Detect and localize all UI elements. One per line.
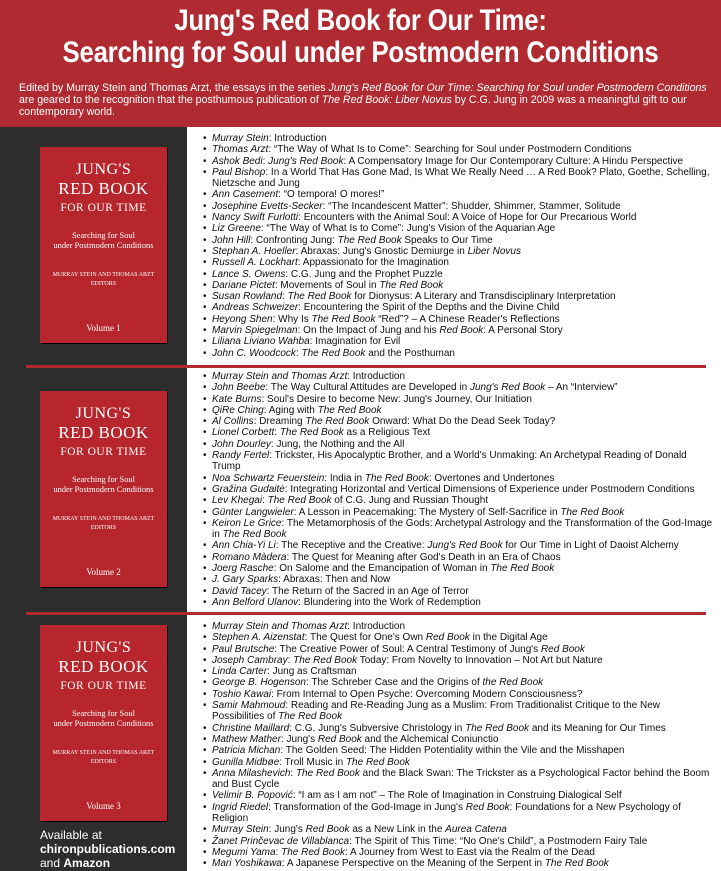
entry-author: Paul Bishop [212,166,266,178]
entry-author: Gražina Gudaitė [212,483,285,495]
entry-author: Žanet Prinčevac de Villablanca [212,835,350,847]
entry-author: Mari Yoshikawa [212,858,282,870]
entry-title-text: Aurea Catena [445,824,507,836]
entry-title-text: The Red Book [267,495,332,507]
contents-entry [203,586,713,597]
entry-title-text: The Red Book [222,529,287,541]
entry-title-text: The Red Book [293,654,358,666]
contents-entry [203,644,713,655]
entry-title-text: : C.G. Jung and the Prophet Puzzle [285,268,443,280]
entry-title-text: The Red Book [465,722,530,734]
entry-author: Megumi Yama [212,846,276,858]
entry-title-text: : The Creative Power of Soul: A Central Testimony of Jung's [274,643,541,655]
entry-title-text: : C.G. Jung's Subversive Christology in [289,722,466,734]
entry-title-text: : Introduction [347,621,406,632]
contents-entry [203,405,713,416]
entry-title-text: : Confronting Jung: [250,234,338,246]
divider-2 [26,612,706,615]
entry-title-text: : [282,291,288,303]
entry-author: Ann Belford Ulanov [212,596,299,608]
entry-author: Samir Mahmoud [212,700,286,712]
entry-title-text: The Red Book [379,279,444,291]
availability-note [40,828,175,870]
cover-editors: MURRAY STEIN AND THOMAS ARZT EDITORS [52,272,155,287]
entry-title-text: The Red Book [544,858,609,870]
contents-entry [203,371,713,382]
entry-author: John Beebe [212,382,266,394]
cover-title-line: RED BOOK [58,179,149,198]
contents-entry [203,621,713,632]
entry-title-text: : Why Is [272,313,312,325]
entry-title-text: and the Alchemical Coniunctio [361,733,499,745]
entry-title-text: The Red Book [305,416,370,428]
entry-author: Ann Chia-Yi Li [212,540,276,552]
entry-title-text: The Red Book [560,506,625,518]
entry-author: Patricia Michan [212,745,281,757]
intro-book-title: The Red Book: Liber Novus [321,94,452,106]
contents-entry [203,757,713,768]
entry-author: Marvin Spiegelman [212,325,298,337]
title-line-1: Jung's Red Book for Our Time: [174,4,547,37]
cover-title-line: RED BOOK [58,657,149,676]
entry-author: George B. Hogenson [212,677,306,689]
entry-title-text: Today: From Novelty to Innovation – Not Art but Nature [357,654,603,666]
contents-entry [203,790,713,801]
entry-author: Murray Stein and Thomas Arzt [212,371,348,382]
entry-author: Romano Màdera [212,551,287,563]
entry-author: J. Gary Sparks [212,574,279,586]
entry-title-text: : “O tempora! O mores!” [278,189,385,201]
entry-title-text: : Blundering into the Work of Redemption [298,596,481,608]
entry-title-text: Speaks to Our Time [401,234,493,246]
entry-title-text: of C.G. Jung and Russian Thought [331,495,489,507]
entry-title-text: Red Book [305,824,350,836]
entry-title-text: : Appassionato for the Imagination [297,257,449,269]
entry-title-text: and the Black Swan: The Trickster as a Psychological Factor behind the Boom and Bust Cycle [212,767,710,791]
entry-author: Keiron Le Grice [212,517,282,529]
entry-title-text: : Jung's [268,824,306,836]
entry-author: Susan Rowland [212,291,283,303]
entry-title-text: – An “Interview” [545,382,618,394]
entry-title-text: Red Book [540,643,585,655]
book-cover-volume-2[interactable] [40,391,167,587]
contents-entry [203,439,713,450]
entry-author: Liliana Liviano Wahba [212,336,310,348]
availability-and: and [40,856,64,870]
intro-text: Edited by Murray Stein and Thomas Arzt, the essays in the series [19,82,329,94]
entry-title-text: The Red Book [279,427,344,439]
page-title [50,5,670,69]
entry-title-text: The Red Book [281,846,346,858]
entry-title-text: : Troll Music in [279,756,346,768]
entry-title-text: : “The Way of What Is to Come”: Searching for Soul under Postmodern Conditions [268,144,632,156]
entry-author: John Hill [212,234,251,246]
entry-author: Ann Casement [212,189,279,201]
contents-entry [203,574,713,585]
entry-author: Stephan A. Hoeller [212,245,296,257]
divider-1 [26,365,706,368]
entry-title-text: : A Lesson in Peacemaking: The Mystery of Self-Sacrifice in [293,506,561,518]
entry-title-text: : The Quest for One's Own [304,632,426,644]
cover-title-line: JUNG'S [75,639,132,656]
entry-title-text: “Red”? – A Chinese Reader's Reflections [375,313,560,325]
volume-3-contents [203,621,713,870]
contents-entry [203,336,713,347]
contents-entry [203,518,713,541]
contents-entry [203,302,713,313]
contents-entry [203,563,713,574]
contents-entry [203,280,713,291]
contents-entry [203,484,713,495]
cover-volume-label: Volume 2 [86,567,121,577]
entry-title-text: : [287,654,294,666]
entry-title-text: and the Posthuman [365,347,455,359]
contents-entry [203,325,713,336]
cover-editors: MURRAY STEIN AND THOMAS ARZT EDITORS [52,516,155,531]
contents-entry [203,677,713,688]
entry-title-text: The Red Book [364,472,429,484]
contents-entry [203,540,713,551]
entry-title-text: : “The Way of What Is to Come”: Jung's Vision of the Aquarian Age [260,223,556,235]
entry-title-text: : [262,155,269,167]
entry-title-text: Red Book [465,801,510,813]
contents-entry [203,836,713,847]
entry-title-text: : The Metamorphosis of the Gods: Archetypal Astrology and the Transformation of the God-Image in [212,517,713,541]
entry-title-text: : India in [324,472,365,484]
contents-entry [203,291,713,302]
entry-title-text: and its Meaning for Our Times [529,722,666,734]
contents-entry [203,507,713,518]
entry-title-text: as a Religious Text [343,427,431,439]
entry-author: Günter Langwieler [212,506,294,518]
contents-entry [203,495,713,506]
entry-author: Stephen A. Aizenstat [212,632,305,644]
entry-author: John Dourley [212,438,271,450]
entry-title-text: Onward: What Do the Dead Seek Today? [369,416,556,428]
entry-author: Lev Khegai [212,495,263,507]
entry-title-text: : The Spirit of This Time: “No One's Child”, a Postmodern Fairy Tale [349,835,648,847]
volume-2-contents [203,371,713,608]
entry-title-text: : [275,846,282,858]
cover-title-line: RED BOOK [58,423,149,442]
volume-1-contents [203,133,713,359]
entry-author: Al Collins [212,416,254,428]
entry-author: Velimir B. Popović [212,790,293,802]
title-line-2: Searching for Soul under Postmodern Conditions [62,36,659,69]
entry-title-text: : Abraxas: Jung's Gnostic Demiurge in [295,245,468,257]
entry-title-text: The Red Book [337,234,402,246]
contents-entry [203,235,713,246]
contents-entry [203,734,713,745]
amazon-link[interactable]: Amazon [63,856,111,870]
entry-title-text: Jung's Red Book [268,155,344,167]
entry-author: Andreas Schweizer [212,302,299,314]
entry-title-text: for Our Time in Light of Daoist Alchemy [502,540,679,552]
entry-title-text: : Integrating Horizontal and Vertical Dimensions of Experience under Postmodern Conditions [284,483,695,495]
contents-entry [203,257,713,268]
entry-title-text: in the Digital Age [469,632,548,644]
cover-volume-label: Volume 3 [86,801,121,811]
entry-title-text: : Reading and Re-Reading Jung as a Muslim: From Traditionalist Critique to the New Possibilities of [212,700,660,723]
entry-author: Christine Maillard [212,722,290,734]
entry-title-text: : Introduction [268,133,327,144]
publisher-link[interactable]: chironpublications.com [40,842,176,856]
entry-title-text: : Overtones and Undertones [428,472,555,484]
entry-author: John C. Woodcock [212,347,296,359]
entry-title-text: : [295,347,302,359]
contents-entry [203,269,713,280]
intro-series-title: Jung's Red Book for Our Time: Searching for Soul under Postmodern Conditions [328,82,707,94]
entry-title-text: : Foundations for a New Psychology of Religion [212,801,681,825]
entry-author: Toshio Kawai [212,688,272,700]
entry-title-text: : Dreaming [253,416,306,428]
entry-title-text: : A Journey from West to East via the Realm of the Dead [345,846,595,858]
entry-title-text: as a New Link in the [349,824,446,836]
entry-author: Dariane Pictet [212,279,275,291]
entry-author: Linda Carter [212,666,268,678]
entry-title-text: The Red Book [278,711,343,723]
entry-title-text: : Aging with [263,404,318,416]
entry-title-text: Red Book [425,632,470,644]
entry-author: Russell A. Lockhart [212,257,298,269]
contents-entry [203,847,713,858]
contents-entry [203,144,713,155]
entry-title-text: : The Quest for Meaning after God's Death in an Era of Chaos [286,551,561,563]
entry-author: Heyong Shen [212,313,273,325]
entry-title-text: The Red Book [490,563,555,575]
entry-title-text: : Movements of Soul in [274,279,380,291]
cover-volume-label: Volume 1 [86,323,121,333]
entry-author: Paul Brutsche [212,643,275,655]
entry-author: Thomas Arzt [212,144,269,156]
entry-title-text: : “The Incandescent Matter”: Shudder, Shimmer, Stammer, Solitude [322,200,621,212]
contents-entry [203,597,713,608]
entry-author: Murray Stein and Thomas Arzt [212,621,348,632]
contents-entry [203,223,713,234]
entry-author: Anna Milashevich [212,767,291,779]
entry-title-text: The Red Book [311,313,376,325]
contents-entry [203,450,713,473]
entry-title-text: : Soul's Desire to become New: Jung's Journey, Our Initiation [261,393,532,405]
contents-entry [203,632,713,643]
entry-title-text: The Red Book [317,404,382,416]
cover-title-line: FOR OUR TIME [60,446,147,458]
contents-entry [203,133,713,144]
entry-author: Kate Burns [212,393,262,405]
entry-title-text: : The Return of the Sacred in an Age of Terror [266,585,469,597]
entry-author: Noa Schwartz Feuerstein [212,472,325,484]
entry-title-text: : Abraxas: Then and Now [278,574,391,586]
entry-title-text: : Encounters with the Animal Soul: A Voice of Hope for Our Precarious World [298,212,637,224]
entry-title-text: : Jung as Craftsman [267,666,357,678]
cover-title-line: JUNG'S [75,405,132,422]
contents-entry [203,246,713,257]
entry-title-text: : Encountering the Spirit of the Depths and the Divine Child [298,302,560,314]
entry-author: Nancy Swift Furlotti [212,212,299,224]
entry-title-text: Red Book [439,325,484,337]
entry-author: QiRe Ching [212,404,264,416]
entry-title-text: : The Golden Seed: The Hidden Potentiality within the Vile and the Misshapen [280,745,625,757]
entry-title-text: the Red Book [482,677,544,689]
entry-title-text: : Trickster, His Apocalyptic Brother, and a World's Unmaking: An Archetypal Reading of Donald Trump [212,450,687,473]
contents-entry [203,212,713,223]
entry-title-text: Jung's Red Book [469,382,546,394]
entry-author: Liz Greene [212,223,261,235]
contents-entry [203,745,713,756]
entry-title-text: The Red Book [287,291,352,303]
entry-author: Joseph Cambray [212,654,288,666]
contents-entry [203,201,713,212]
entry-title-text: Liber Novus [467,245,521,257]
contents-entry [203,768,713,791]
entry-title-text: The Red Book [301,347,366,359]
entry-author: David Tacey [212,585,267,597]
entry-title-text: The Red Book [295,767,360,779]
entry-title-text: : Introduction [347,371,406,382]
entry-title-text: : The Receptive and the Creative: [275,540,428,552]
entry-author: Randy Fertel [212,450,270,462]
contents-entry [203,655,713,666]
entry-title-text: : The Way Cultural Attitudes are Developed in [265,382,470,394]
contents-entry [203,824,713,835]
intro-paragraph [19,82,709,118]
contents-entry [203,723,713,734]
cover-subtitle: Searching for Soul under Postmodern Conditions [53,231,154,250]
entry-title-text: : Jung's [280,733,318,745]
cover-title-line: FOR OUR TIME [60,680,147,692]
contents-entry [203,666,713,677]
contents-entry [203,473,713,484]
entry-author: Ingrid Riedel [212,801,269,813]
entry-author: Lance S. Owens [212,268,286,280]
entry-title-text: : A Compensatory Image for Our Contemporary Culture: A Hindu Perspective [343,155,684,167]
contents-entry [203,689,713,700]
cover-title-line: JUNG'S [75,161,132,178]
entry-author: Mathew Mather [212,733,281,745]
entry-title-text: : On Salome and the Emancipation of Woman in [273,563,491,575]
cover-subtitle: Searching for Soul under Postmodern Conditions [53,709,154,728]
contents-entry [203,156,713,167]
contents-entry [203,416,713,427]
intro-text: by C.G. Jung in 2009 was a meaningful gift to our contemporary world. [19,94,687,118]
entry-author: Murray Stein [212,824,269,836]
entry-title-text: Red Book [317,733,362,745]
contents-entry [203,167,713,190]
cover-title-line: FOR OUR TIME [60,202,147,214]
entry-author: Murray Stein [212,133,269,144]
entry-author: Joerg Rasche [212,563,274,575]
book-cover-volume-3[interactable] [40,625,167,821]
header-banner [0,0,721,127]
entry-title-text: : From Internal to Open Psyche: Overcoming Modern Consciousness? [271,688,583,700]
cover-editors: MURRAY STEIN AND THOMAS ARZT EDITORS [52,750,155,765]
entry-author: Ashok Bedi [212,155,263,167]
entry-title-text: : Transformation of the God-Image in Jung's [268,801,466,813]
contents-entry [203,552,713,563]
entry-title-text: Jung's Red Book [427,540,503,552]
contents-entry [203,858,713,869]
entry-author: Josephine Evetts-Secker [212,200,323,212]
contents-entry [203,427,713,438]
entry-title-text: : A Personal Story [483,325,563,337]
contents-entry [203,348,713,359]
entry-title-text: : A Japanese Perspective on the Meaning of the Serpent in [281,858,545,870]
entry-title-text: for Dionysus: A Literary and Transdisciplinary Interpretation [351,291,616,303]
contents-entry [203,700,713,723]
entry-title-text: The Red Book [345,756,410,768]
entry-title-text: : [274,427,280,439]
cover-subtitle: Searching for Soul under Postmodern Conditions [53,475,154,494]
entry-title-text: : Imagination for Evil [309,336,401,348]
entry-title-text: : [290,767,296,779]
contents-entry [203,394,713,405]
entry-author: Gunilla Midbøe [212,756,280,768]
book-cover-volume-1[interactable] [40,147,167,343]
contents-entry [203,189,713,200]
entry-title-text: : On the Impact of Jung and his [297,325,440,337]
entry-title-text: : [262,495,268,507]
contents-entry [203,802,713,825]
contents-entry [203,314,713,325]
entry-title-text: : In a World That Has Gone Mad, Is What We Really Need … A Red Book? Plato, Goethe, Schelling, Nietzsche and Jung [212,166,710,190]
entry-author: Lionel Corbett [212,427,275,439]
contents-entry [203,382,713,393]
availability-label: Available at [40,828,102,842]
entry-title-text: : Jung, the Nothing and the All [270,438,405,450]
entry-title-text: : “I am as I am not” – The Role of Imagination in Construing Dialogical Self [292,790,622,802]
entry-title-text: : The Schreber Case and the Origins of [305,677,483,689]
intro-text: are geared to the recognition that the posthumous publication of [19,94,322,106]
